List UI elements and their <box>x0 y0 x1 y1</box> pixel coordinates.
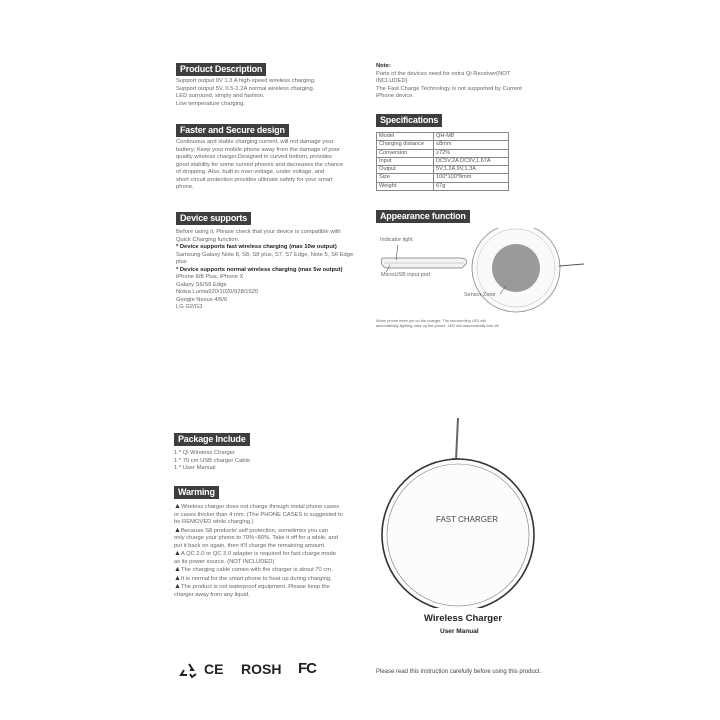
spec-key: Input <box>377 157 434 165</box>
device-supports-heading: Device supports <box>176 212 251 225</box>
recycle-icon <box>178 661 200 679</box>
text-line: quality wireless charger.Designed in curved bottom, provides <box>176 154 332 160</box>
device-line: Galaxy S6/S6 Edge <box>176 281 227 288</box>
spec-row <box>377 141 509 149</box>
specifications-heading: Specifications <box>376 114 442 127</box>
text-line: Support output 5V, 0.5-1.2A normal wireless charging. <box>176 85 315 92</box>
warning-triangle-icon: ▲ <box>174 583 181 590</box>
caption-line: When phone been put on the charger, The surrounding LED will <box>376 318 486 323</box>
warning-line: ▲It is normal for the smart phone to heat up during charging. <box>174 574 332 582</box>
warning-line: be REMOVED while charging.) <box>174 519 254 525</box>
cable <box>456 418 458 460</box>
text-line: Before using it, Please check that your device is compatible with <box>176 229 341 235</box>
spec-value: ≤8mm <box>434 141 509 149</box>
text-line: Parts of the devices need for extra Qi Receiver(NOT <box>376 70 511 77</box>
footer-instruction: Please read this instruction carefully before using this product. <box>376 669 542 675</box>
package-item: 1 * User Manual <box>174 465 216 471</box>
product-description-text <box>176 78 316 108</box>
fc-mark: FC <box>298 660 316 677</box>
charger-outer-ring <box>382 459 534 608</box>
sensor-zone-label: Sensor Zone <box>464 292 496 298</box>
text-line: phone. <box>176 184 194 190</box>
text-line: Continuous and stable charging current, will not damage your <box>176 139 334 145</box>
ce-mark: CE <box>204 661 224 677</box>
spec-key: Charging distance <box>377 141 434 149</box>
spec-row <box>377 149 509 157</box>
spec-value: 100*100*8mm <box>434 174 509 182</box>
faster-secure-heading: Faster and Secure design <box>176 124 289 137</box>
device-line: iPhone 8/8 Plus, iPhone X <box>176 274 244 280</box>
caption-line: automatically lighting, take up the phone, LED will automatically turn off <box>376 323 499 328</box>
warning-heading: Warming <box>174 486 219 499</box>
package-item: 1 * Qi Wireless Charger <box>174 450 235 456</box>
charger-label: FAST CHARGER <box>436 515 499 524</box>
warning-line: ▲Wireless charger does not charge through metal phone cases <box>174 503 340 510</box>
warning-line: only charge your phone to 70%~80%. Take it off for a while, and <box>174 535 338 541</box>
specifications-table <box>376 132 509 191</box>
product-subtitle: User Manual <box>440 628 479 635</box>
warning-line: ▲Because S8 products' self protection, sometimes you can <box>174 526 329 534</box>
rosh-mark: ROSH <box>241 661 282 677</box>
sensor-zone-circle <box>492 244 540 292</box>
product-title: Wireless Charger <box>424 613 503 624</box>
device-line: Nokia Lumia920/1020/928/1520 <box>176 289 259 295</box>
appearance-caption <box>376 318 499 328</box>
spec-value: 67g <box>434 182 509 190</box>
warning-triangle-icon: ▲ <box>174 574 181 582</box>
warning-line: charger away from any liquid. <box>174 591 250 598</box>
text-line: LED surround, simply and fashion. <box>176 93 265 99</box>
warning-triangle-icon: ▲ <box>174 526 181 534</box>
device-line: Samsung Galaxy Note 8, S8, S8 plus, S7, S7 Edge, Note 5, S6 Edge <box>176 251 354 258</box>
spec-key: Model <box>377 133 434 141</box>
product-image <box>378 418 538 608</box>
indicator-light-label: Indicator light <box>380 237 413 243</box>
warning-line: ▲The product is not waterproof equipment. Please keep the <box>174 583 330 590</box>
spec-key: Weight <box>377 182 434 190</box>
note-block <box>376 63 522 101</box>
text-line: of dropping. Also, built-in over-voltage, under voltage, and <box>176 169 325 175</box>
package-item: 1 * 70 cm USB charger Cable <box>174 457 251 464</box>
warning-line: ▲A QC 2.0 or QC 3.0 adapter is required for fast charge mode <box>174 550 336 557</box>
text-line: battery; Keep your mobile phone away from the damage of poor <box>176 146 341 153</box>
text-line: Support output 9V 1.3 A high-speed wireless charging. <box>176 78 316 84</box>
spec-value: QH-M8 <box>434 133 509 141</box>
device-line: LG G2/G3 <box>176 304 203 310</box>
spec-key: Conversion <box>377 149 434 157</box>
warning-triangle-icon: ▲ <box>174 550 181 557</box>
micro-usb-label: MicroUSB input port <box>381 272 431 278</box>
appearance-heading: Appearance function <box>376 210 470 223</box>
package-text <box>174 450 250 473</box>
faster-secure-text <box>176 139 343 192</box>
warning-line: ▲The charging cable comes with the charger is about 70 cm. <box>174 566 333 573</box>
warning-line: as its power source. (NOT INCLUDED) <box>174 558 275 565</box>
text-line: The Fast Charge Technology is not supported by Current <box>376 85 522 92</box>
warning-line: put it back on again, then it'll charge the remaining amount. <box>174 542 326 549</box>
text-line: Low temperature charging. <box>176 100 245 107</box>
text-line: Quick Charging function. <box>176 236 240 243</box>
spec-value: ≥72% <box>434 149 509 157</box>
product-description-heading: Product Description <box>176 63 266 76</box>
device-line: Google Nexus 4/5/6 <box>176 296 228 303</box>
package-heading: Package Include <box>174 433 250 446</box>
text-line: INCLUDED) <box>376 78 408 84</box>
spec-value: 5V,1.2A 9V,1.3A <box>434 166 509 174</box>
spec-value: DC5V,2A DC9V,1.67A <box>434 157 509 165</box>
note-heading: Note: <box>376 63 391 69</box>
spec-row <box>377 133 509 141</box>
fast-charging-heading: * Device supports fast wireless charging (max 10w output) <box>176 244 337 250</box>
warning-line: or cases thicker than 4 mm. (The PHONE CASES is suggested to <box>174 511 343 518</box>
text-line: iPhone device. <box>376 93 415 99</box>
text-line: good stability for some curved phones and decreases the chance <box>176 161 344 168</box>
text-line: short circuit protection provides ultimate safety for your smart <box>176 176 333 183</box>
warning-list <box>174 503 343 599</box>
spec-row <box>377 174 509 182</box>
device-supports-text <box>176 229 353 312</box>
warning-triangle-icon: ▲ <box>174 566 181 573</box>
spec-row <box>377 157 509 165</box>
warning-triangle-icon: ▲ <box>174 503 181 510</box>
spec-key: Output <box>377 166 434 174</box>
device-line: plus <box>176 259 187 265</box>
spec-row <box>377 182 509 190</box>
spec-key: Size <box>377 174 434 182</box>
spec-row <box>377 166 509 174</box>
normal-charging-heading: * Device supports normal wireless charging (max 5w output) <box>176 266 343 273</box>
